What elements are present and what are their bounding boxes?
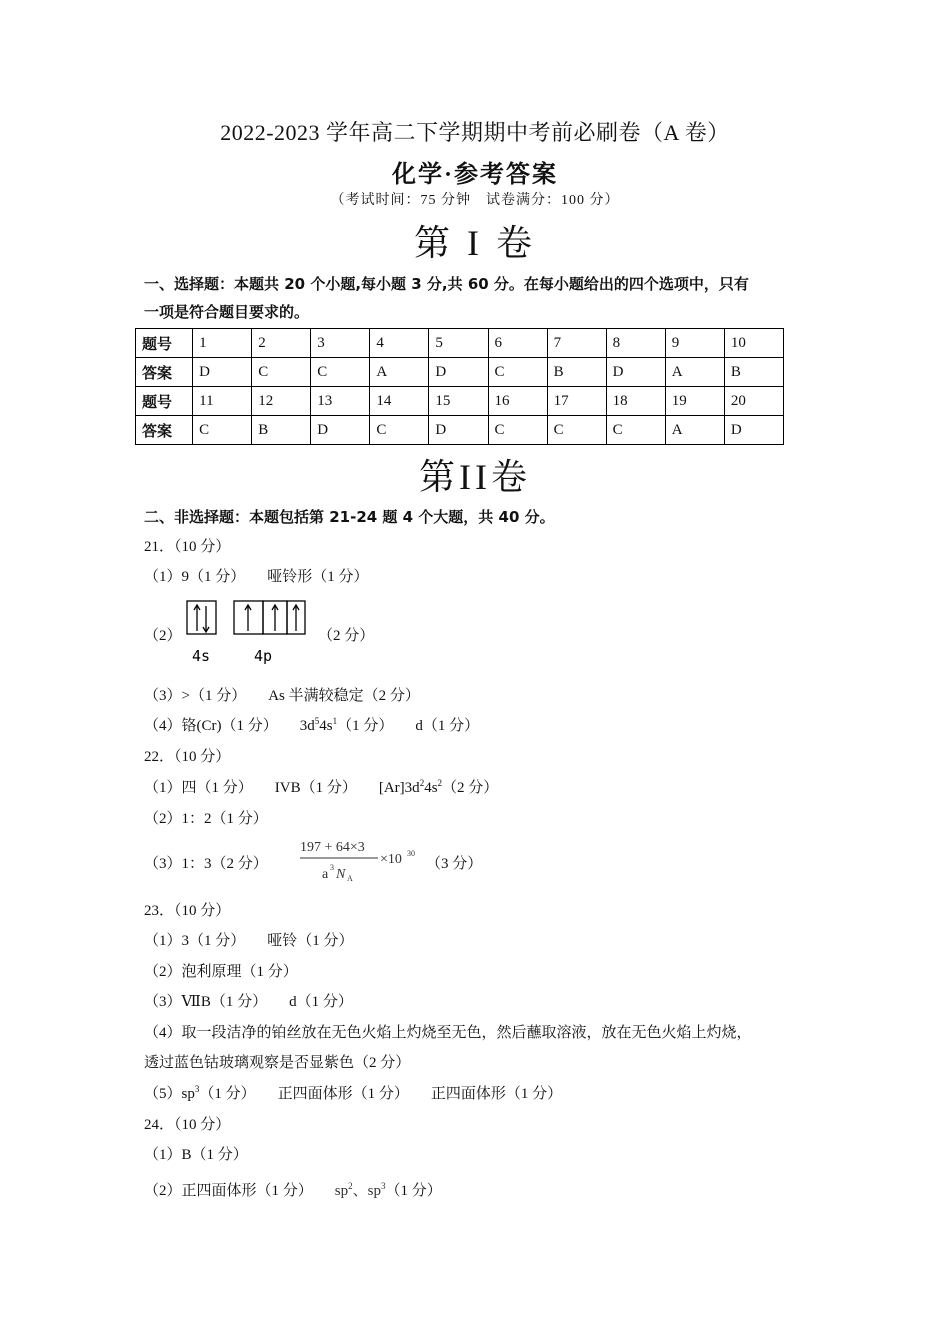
section1-instructions <box>144 270 804 326</box>
answer-label-cell: 答案 <box>136 358 193 387</box>
part1-heading: 第 I 卷 <box>414 223 536 263</box>
question-number-cell: 3 <box>311 329 370 358</box>
question-number-cell: 13 <box>311 387 370 416</box>
q23-title: 23．（10 分） <box>144 903 231 919</box>
formula-den-sub: A <box>347 874 353 883</box>
answer-cell: D <box>311 416 370 445</box>
question-number-cell: 14 <box>370 387 429 416</box>
q22-p1: （1）四（1 分） <box>144 780 253 796</box>
q24-p1: （1）B（1 分） <box>144 1147 248 1163</box>
question-number-cell: 5 <box>429 329 488 358</box>
answer-cell: C <box>193 416 252 445</box>
answer-cell: D <box>193 358 252 387</box>
q21-part3 <box>144 684 420 705</box>
q21-part4 <box>144 714 479 735</box>
question-number-cell: 12 <box>252 387 311 416</box>
question-label-cell: 题号 <box>136 329 193 358</box>
q21-p1: （1）9（1 分） <box>144 569 246 585</box>
q23-p3b: d（1 分） <box>289 994 353 1010</box>
answer-cell: D <box>429 358 488 387</box>
formula-exp: 30 <box>407 849 415 858</box>
q22-p3-score: （3 分） <box>426 856 483 872</box>
formula-times: ×10 <box>380 852 402 867</box>
q21-p4: （4）铬(Cr)（1 分） <box>144 718 278 734</box>
answer-table <box>135 328 784 445</box>
question-number-cell: 2 <box>252 329 311 358</box>
question-number-cell: 15 <box>429 387 488 416</box>
answer-cell: A <box>665 358 724 387</box>
answer-cell: C <box>252 358 311 387</box>
formula-den-a: a <box>322 867 329 882</box>
q23-p3: （3）ⅦB（1 分） <box>144 994 268 1010</box>
answer-cell: B <box>724 358 783 387</box>
answer-cell: A <box>665 416 724 445</box>
q23-p5b: 正四面体形（1 分） <box>277 1086 409 1102</box>
q22-p1c: $[Ar]3d^24s^2(2$ 分） <box>378 778 499 796</box>
q23-p4-line1: （4）取一段洁净的铂丝放在无色火焰上灼烧至无色，然后蘸取溶液，放在无色火焰上灼烧， <box>144 1025 752 1041</box>
q21-p3: （3）>（1 分） <box>144 688 247 704</box>
answer-cell: C <box>488 416 547 445</box>
q22-p2: （2）1：2（1 分） <box>144 811 268 827</box>
q24-p2b-score: （1 分） <box>385 1183 442 1199</box>
question-number-cell: 6 <box>488 329 547 358</box>
q21-p4b: $3d^54s^1(1$ 分） <box>299 716 394 734</box>
orbital-4p-label: 4p <box>254 647 273 665</box>
q23-p2: （2）泡利原理（1 分） <box>144 964 298 980</box>
q23-p5c: 正四面体形（1 分） <box>430 1086 563 1102</box>
q24-part2 <box>144 1179 442 1200</box>
answer-cell: A <box>370 358 429 387</box>
q23-part3 <box>144 990 353 1011</box>
exam-info: （考试时间：75 分钟 试卷满分：100 分） <box>330 193 620 208</box>
question-number-cell: 16 <box>488 387 547 416</box>
document-title: 2022-2023 学年高二下学期期中考前必刷卷（A 卷） <box>220 120 730 145</box>
orbital-4s-label: 4s <box>192 647 211 665</box>
q21-p4c: d（1 分） <box>415 718 480 734</box>
formula-numerator: 197 + 64×3 <box>300 840 365 855</box>
question-number-row <box>136 329 784 358</box>
answer-cell: D <box>429 416 488 445</box>
answer-cell: B <box>547 358 606 387</box>
q23-p5: $(5)sp^3(1$ 分） <box>144 1084 256 1102</box>
question-number-cell: 1 <box>193 329 252 358</box>
section2-instructions: 二、非选择题：本题包括第 21-24 题 4 个大题，共 40 分。 <box>144 508 555 526</box>
question-number-cell: 17 <box>547 387 606 416</box>
q21-p3b: As 半满较稳定（2 分） <box>268 688 420 704</box>
question-label-cell: 题号 <box>136 387 193 416</box>
q21-p1b: 哑铃形（1 分） <box>267 569 369 585</box>
answer-cell: C <box>488 358 547 387</box>
q23-p4-line2: 透过蓝色钴玻璃观察是否显紫色（2 分） <box>144 1055 411 1071</box>
section1-line2: 一项是符合题目要求的。 <box>144 303 310 321</box>
question-number-cell: 19 <box>665 387 724 416</box>
question-number-cell: 7 <box>547 329 606 358</box>
q21-p2-score: （2 分） <box>318 628 375 644</box>
question-number-cell: 11 <box>193 387 252 416</box>
q24-p2: （2）正四面体形（1 分） <box>144 1183 313 1199</box>
question-number-cell: 8 <box>606 329 665 358</box>
answer-cell: D <box>606 358 665 387</box>
answer-label-cell: 答案 <box>136 416 193 445</box>
q21-p2-label: （2） <box>144 628 182 644</box>
answer-cell: C <box>370 416 429 445</box>
question-number-cell: 9 <box>665 329 724 358</box>
q24-title: 24．（10 分） <box>144 1117 231 1133</box>
section1-line1: 一、选择题：本题共 20 个小题,每小题 3 分,共 60 分。在每小题给出的四个选项中，只有 <box>144 275 749 293</box>
question-number-row <box>136 387 784 416</box>
answer-row <box>136 358 784 387</box>
q23-p1b: 哑铃（1 分） <box>267 933 354 949</box>
q22-part1 <box>144 776 498 797</box>
answer-cell: C <box>606 416 665 445</box>
answer-row <box>136 416 784 445</box>
answer-cell: C <box>311 358 370 387</box>
formula-den-sup: 3 <box>330 863 334 872</box>
answer-cell: D <box>724 416 783 445</box>
question-number-cell: 20 <box>724 387 783 416</box>
q22-p3: （3）1：3（2 分） <box>144 856 268 872</box>
q23-part5 <box>144 1082 562 1103</box>
q23-part1 <box>144 929 354 950</box>
question-number-cell: 4 <box>370 329 429 358</box>
question-number-cell: 18 <box>606 387 665 416</box>
formula-den-n: N <box>336 867 346 882</box>
q23-p1: （1）3（1 分） <box>144 933 246 949</box>
question-number-cell: 10 <box>724 329 783 358</box>
q22-title: 22．（10 分） <box>144 749 231 765</box>
q24-p2b: $sp^2$、$sp^3$ <box>334 1181 386 1199</box>
document-subtitle: 化学·参考答案 <box>391 162 558 188</box>
q21-title: 21．（10 分） <box>144 539 231 555</box>
answer-cell: B <box>252 416 311 445</box>
part2-heading: 第II卷 <box>419 457 531 497</box>
q21-part1 <box>144 565 369 586</box>
q22-p1b: IVB（1 分） <box>274 780 357 796</box>
answer-cell: C <box>547 416 606 445</box>
